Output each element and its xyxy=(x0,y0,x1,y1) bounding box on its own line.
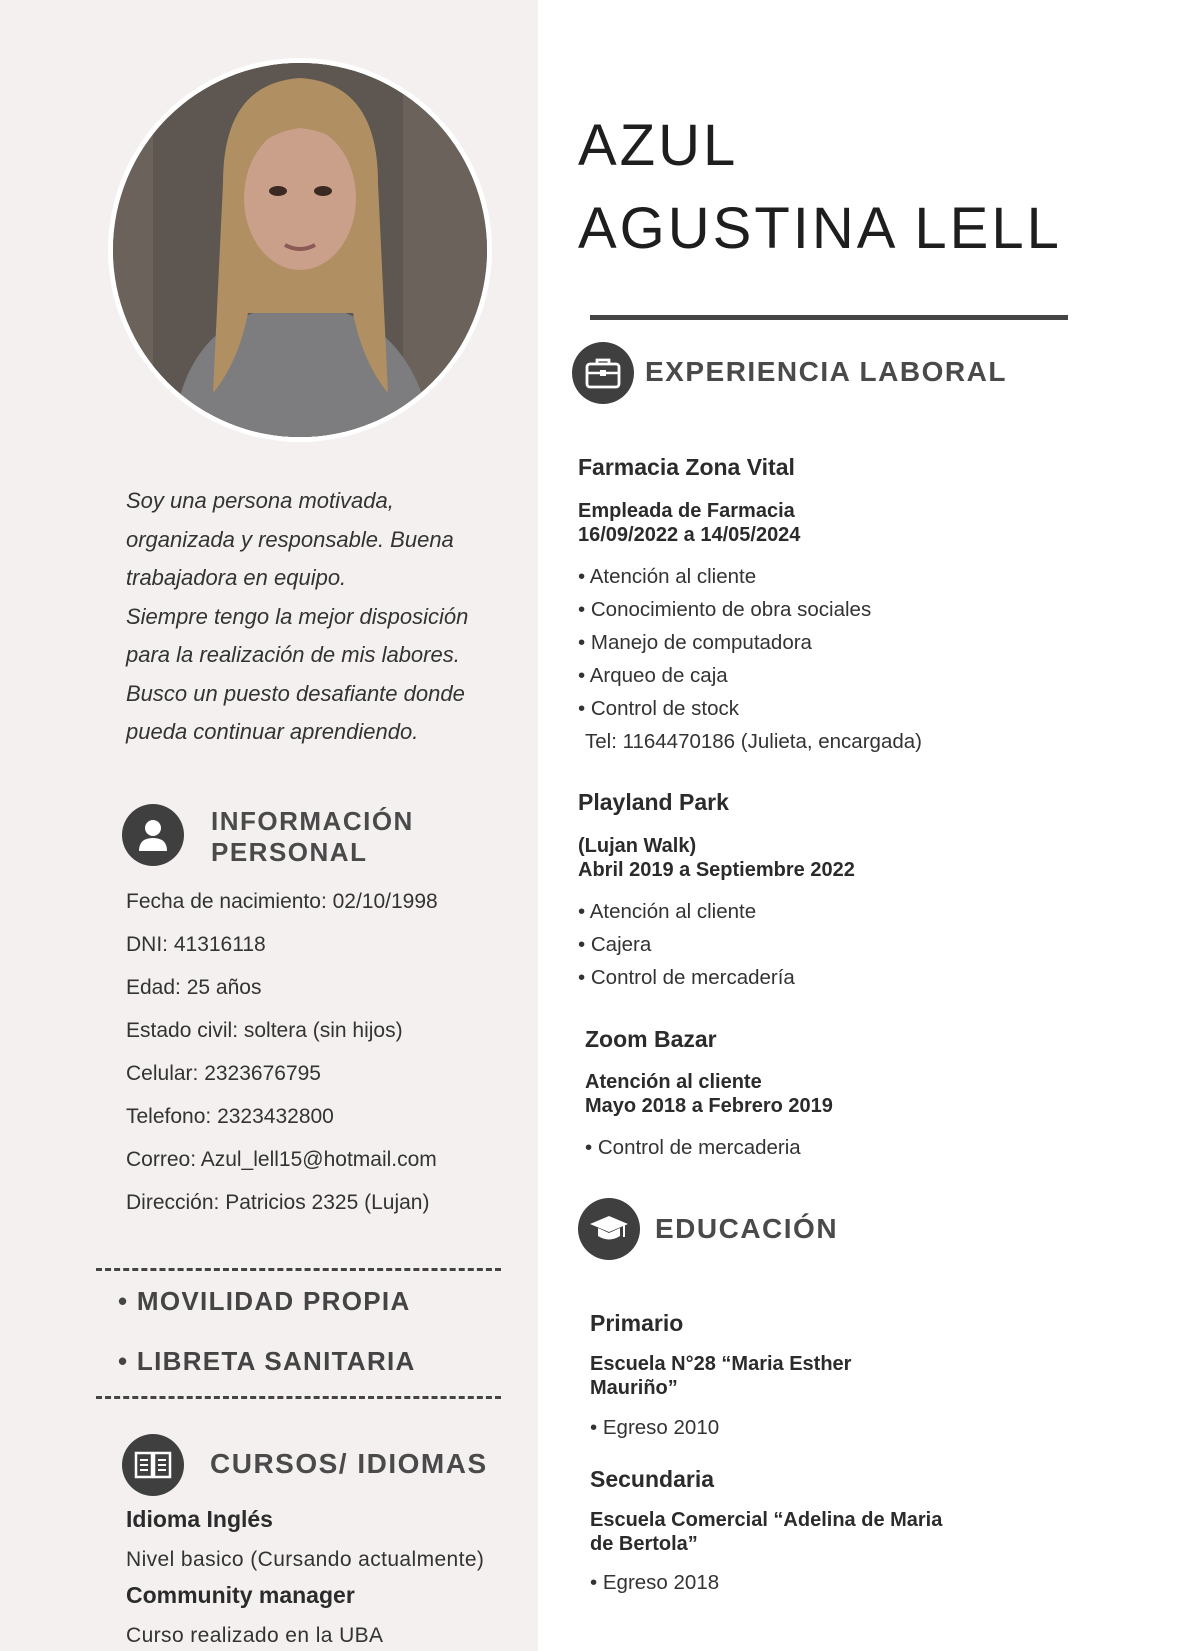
education-title: EDUCACIÓN xyxy=(655,1213,839,1244)
job-role: Empleada de Farmacia xyxy=(578,500,795,522)
job-company: Playland Park xyxy=(578,789,729,815)
personal-info-title: INFORMACIÓN PERSONAL xyxy=(211,806,414,867)
job-role: Atención al cliente xyxy=(585,1071,762,1093)
course-detail: Nivel basico (Cursando actualmente) xyxy=(126,1548,485,1571)
summary-line: para la realización de mis labores. xyxy=(126,642,460,667)
job-period: 16/09/2022 a 14/05/2024 xyxy=(578,524,801,546)
graduation-cap-icon xyxy=(578,1198,640,1260)
job-period: Abril 2019 a Septiembre 2022 xyxy=(578,859,855,881)
summary-line: pueda continuar aprendiendo. xyxy=(126,719,419,744)
job-reference: Tel: 1164470186 (Julieta, encargada) xyxy=(585,730,922,753)
education-level: Primario xyxy=(590,1310,684,1336)
briefcase-icon xyxy=(572,342,634,404)
profile-summary xyxy=(126,482,521,752)
book-icon xyxy=(122,1434,184,1496)
summary-line: Busco un puesto desafiante donde xyxy=(126,680,465,706)
info-email: Correo: Azul_lell15@hotmail.com xyxy=(126,1148,437,1171)
profile-photo xyxy=(108,58,492,442)
education-graduation: • Egreso 2018 xyxy=(590,1571,720,1594)
job-company: Farmacia Zona Vital xyxy=(578,454,795,480)
info-age: Edad: 25 años xyxy=(126,976,262,999)
job-task: • Control de stock xyxy=(578,697,739,720)
job-task: • Atención al cliente xyxy=(578,900,757,923)
education-school: Escuela N°28 “Maria Esther xyxy=(590,1353,852,1375)
title-rule xyxy=(590,315,1068,320)
divider xyxy=(96,1268,501,1271)
job-task: • Manejo de computadora xyxy=(578,631,812,654)
job-task: • Atención al cliente xyxy=(578,565,757,588)
education-school: Mauriño” xyxy=(590,1377,678,1399)
job-task: • Control de mercaderia xyxy=(585,1136,801,1159)
experience-title: EXPERIENCIA LABORAL xyxy=(645,356,1007,387)
course-name: Idioma Inglés xyxy=(126,1506,273,1532)
course-name: Community manager xyxy=(126,1582,355,1608)
info-telephone: Telefono: 2323432800 xyxy=(126,1105,334,1128)
info-address: Dirección: Patricios 2325 (Lujan) xyxy=(126,1191,430,1214)
extra-item: • LIBRETA SANITARIA xyxy=(118,1346,416,1376)
summary-line: Soy una persona motivada, xyxy=(126,488,394,513)
info-dni: DNI: 41316118 xyxy=(126,933,266,956)
summary-line: Siempre tengo la mejor disposición xyxy=(126,603,469,629)
education-level: Secundaria xyxy=(590,1466,714,1492)
job-task: • Conocimiento de obra sociales xyxy=(578,598,872,621)
education-school: Escuela Comercial “Adelina de Maria xyxy=(590,1509,943,1531)
job-company: Zoom Bazar xyxy=(585,1026,717,1052)
info-marital-status: Estado civil: soltera (sin hijos) xyxy=(126,1019,403,1042)
education-graduation: • Egreso 2010 xyxy=(590,1416,720,1439)
job-period: Mayo 2018 a Febrero 2019 xyxy=(585,1095,833,1117)
name-rest: AGUSTINA LELL xyxy=(578,196,1062,261)
extra-item: • MOVILIDAD PROPIA xyxy=(118,1286,411,1316)
summary-line: trabajadora en equipo. xyxy=(126,565,347,590)
job-task: • Arqueo de caja xyxy=(578,664,728,687)
divider xyxy=(96,1396,501,1399)
job-task: • Control de mercadería xyxy=(578,966,795,989)
summary-line: organizada y responsable. Buena xyxy=(126,526,454,552)
name-first: AZUL xyxy=(578,113,739,178)
person-icon xyxy=(122,804,184,866)
info-cellphone: Celular: 2323676795 xyxy=(126,1062,321,1085)
info-birthdate: Fecha de nacimiento: 02/10/1998 xyxy=(126,890,438,913)
job-task: • Cajera xyxy=(578,933,652,956)
courses-title: CURSOS/ IDIOMAS xyxy=(210,1448,488,1479)
course-detail: Curso realizado en la UBA xyxy=(126,1624,384,1647)
education-school: de Bertola” xyxy=(590,1533,698,1555)
job-role: (Lujan Walk) xyxy=(578,835,697,857)
